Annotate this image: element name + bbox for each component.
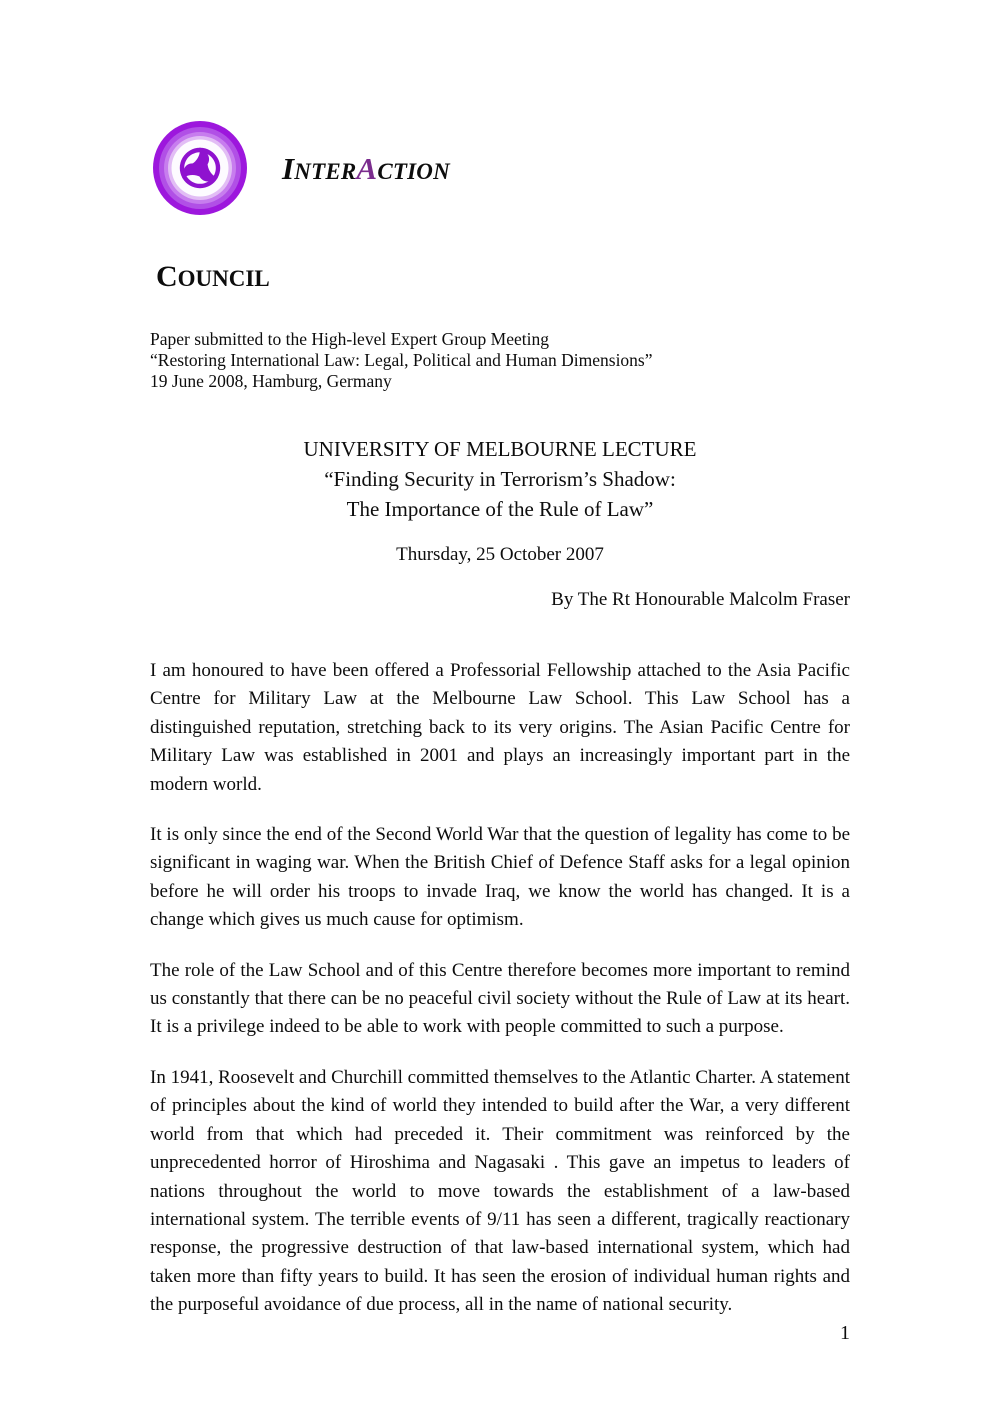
page-number: 1: [840, 1322, 850, 1344]
council-ouncil: OUNCIL: [177, 266, 270, 291]
interaction-wordmark: [282, 150, 450, 186]
body-paragraph: It is only since the end of the Second World War that the question of legality has come to be significant in waging war. When the British Chief of Defence Staff asks for a legal opinion before he will order his troops to invade Iraq, we know the world has changed. It is a change which gives us much cause for optimism.: [150, 824, 850, 931]
wordmark-ction: CTION: [377, 158, 450, 184]
author-byline: By The Rt Honourable Malcolm Fraser: [551, 589, 850, 610]
submission-line-2: “Restoring International Law: Legal, Political and Human Dimensions”: [150, 350, 653, 370]
wordmark-nter: NTER: [294, 158, 357, 184]
title-line-1: UNIVERSITY OF MELBOURNE LECTURE: [303, 437, 697, 461]
body-paragraph: The role of the Law School and of this Centre therefore becomes more important to remind us constantly that there can be no peaceful civil society without the Rule of Law at its heart. It is a privilege indeed to be able to work with people committed to such a purpose.: [150, 959, 850, 1038]
body-paragraph: In 1941, Roosevelt and Churchill committed themselves to the Atlantic Charter. A statement of principles about the kind of world they intended to build after the War, a very different world from that which had preceded it. Their commitment was reinforced by the unprecedented horror of Hiroshima and Nagasaki . This gave an impetus to leaders of nations throughout the world to move towards the establishment of a law-based international system. The terrible events of 9/11 has seen a different, tragically reactionary response, the progressive destruction of that law-based international system, which had taken more than fifty years to build. It has seen the erosion of individual human rights and the purposeful avoidance of due process, all in the name of national security.: [150, 1066, 850, 1316]
title-line-3: The Importance of the Rule of Law”: [346, 497, 654, 521]
council-c: C: [156, 260, 178, 293]
wordmark-i: I: [282, 150, 295, 186]
council-wordmark: [156, 262, 870, 292]
submission-line-3: 19 June 2008, Hamburg, Germany: [150, 371, 392, 391]
title-line-2: “Finding Security in Terrorism’s Shadow:: [324, 467, 676, 491]
body-copy: [150, 657, 850, 1320]
wordmark-a: A: [356, 150, 378, 186]
submission-line-1: Paper submitted to the High-level Expert Group Meeting: [150, 329, 550, 349]
body-paragraph: I am honoured to have been offered a Professorial Fellowship attached to the Asia Pacific Centre for Military Law at the Melbourne Law School. This Law School has a distinguished reputation, stretching back to its very origins. The Asian Pacific Centre for Military Law was established in 2001 and plays an increasingly important part in the modern world.: [150, 660, 850, 795]
logo-row: [150, 118, 870, 218]
masthead: [150, 118, 870, 292]
submission-note: [150, 329, 870, 392]
interaction-council-logo-icon: [150, 118, 250, 218]
lecture-date: Thursday, 25 October 2007: [396, 544, 604, 565]
page-title: [150, 434, 850, 524]
